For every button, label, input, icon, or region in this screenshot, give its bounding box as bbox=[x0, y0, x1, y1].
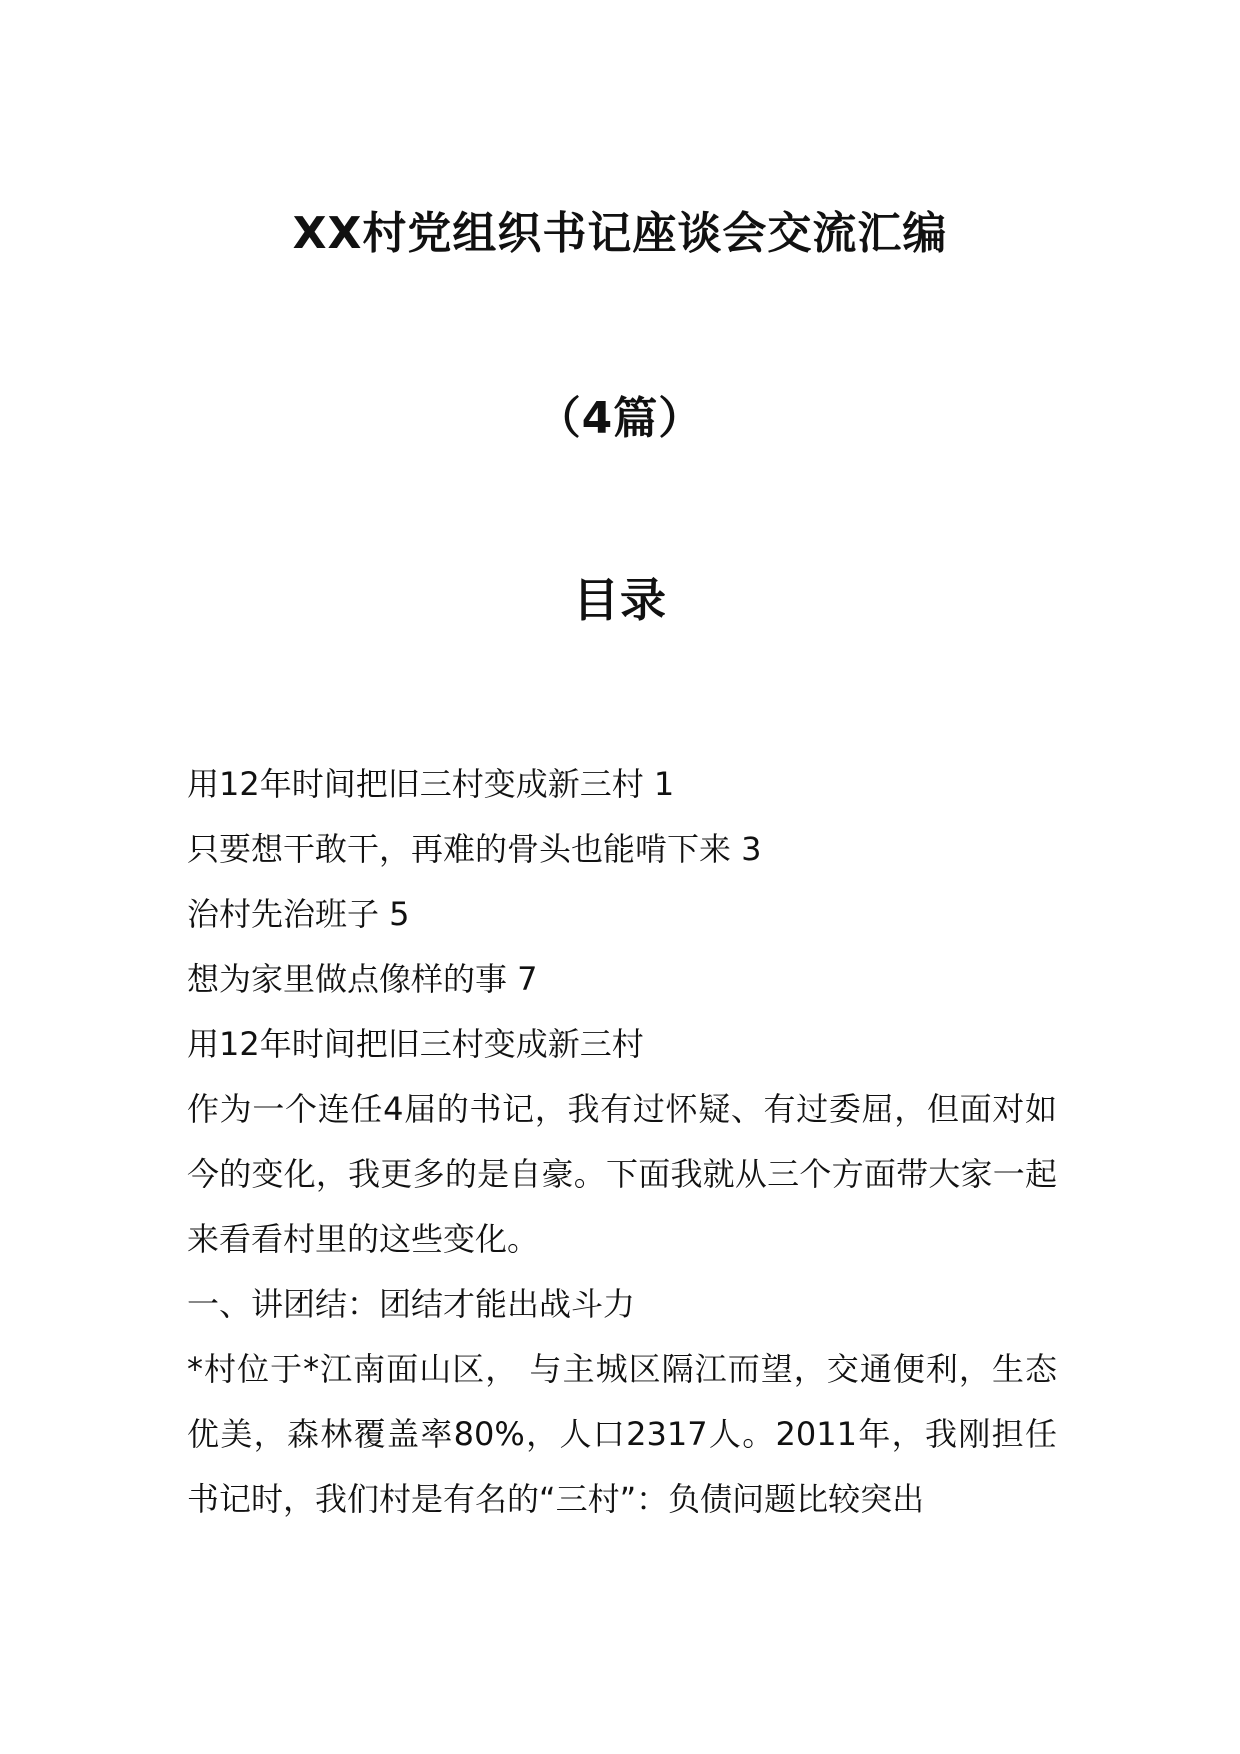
article-count: （4篇） bbox=[536, 393, 704, 444]
article-heading: 用12年时间把旧三村变成新三村 bbox=[187, 1025, 644, 1063]
toc-entry: 只要想干敢干，再难的骨头也能啃下来 3 bbox=[187, 830, 762, 868]
toc-entry: 用12年时间把旧三村变成新三村 1 bbox=[187, 765, 675, 803]
section-paragraph: *村位于*江南面山区， 与主城区隔江而望，交通便利，生态优美，森林覆盖率80%，人口2317人。2011年，我刚担任书记时，我们村是有名的“三村”：负债问题比较突出 bbox=[187, 1350, 1057, 1518]
section-heading: 一、讲团结：团结才能出战斗力 bbox=[187, 1285, 636, 1323]
document-body bbox=[187, 752, 1057, 1532]
article-intro-paragraph: 作为一个连任4届的书记，我有过怀疑、有过委屈，但面对如今的变化，我更多的是自豪。下面我就从三个方面带大家一起来看看村里的这些变化。 bbox=[187, 1090, 1057, 1258]
article-content bbox=[187, 1012, 1057, 1532]
toc-heading: 目录 bbox=[573, 573, 667, 627]
document-title: XX村党组织书记座谈会交流汇编 bbox=[292, 208, 948, 259]
toc-entry: 想为家里做点像样的事 7 bbox=[187, 960, 538, 998]
toc-entry: 治村先治班子 5 bbox=[187, 895, 410, 933]
table-of-contents bbox=[187, 752, 1057, 1012]
